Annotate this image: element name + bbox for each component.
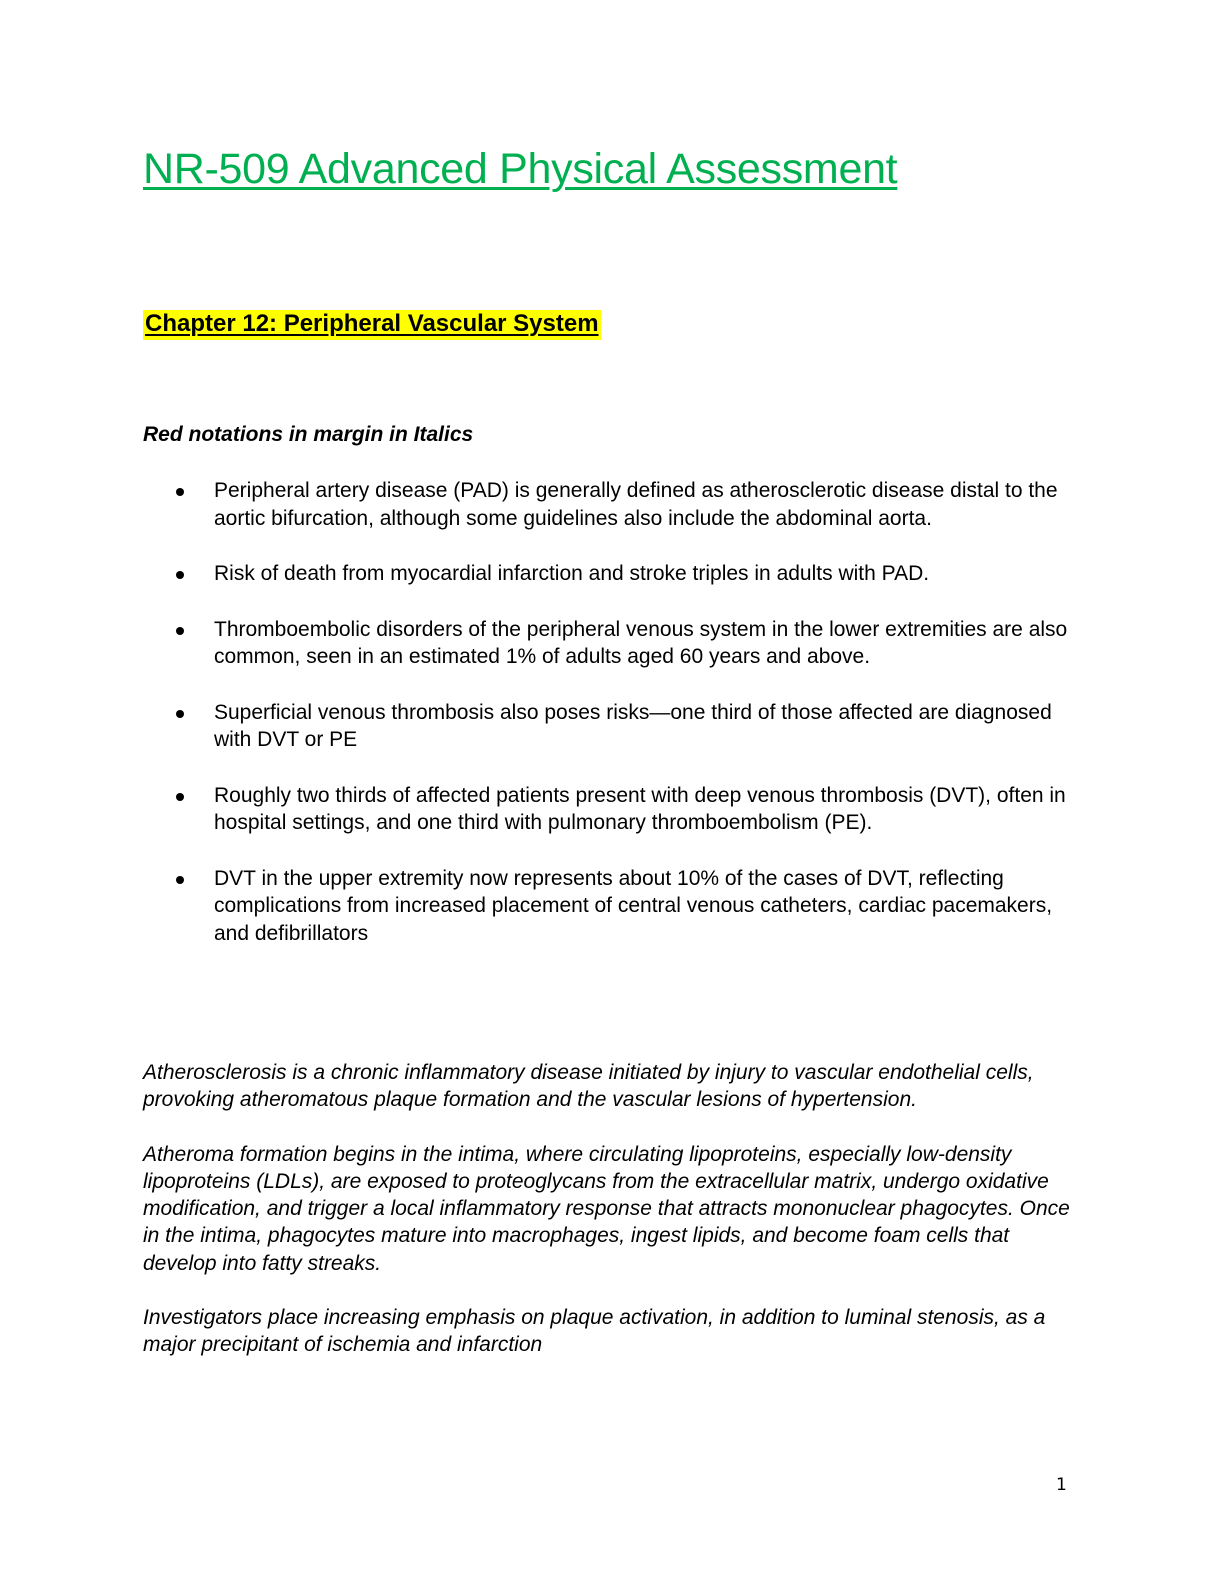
list-item-text: Superficial venous thrombosis also poses risks—one third of those affected are diagnosed with DVT or PE [214,700,1052,751]
paragraph: Atheroma formation begins in the intima, where circulating lipoproteins, especially low-density lipoproteins (LDLs), are exposed to proteoglycans from the extracellular matrix, undergo oxidative modification, and trigger a local inflammatory response that attracts mononuclear phagocytes. Once in the intima, phagocytes mature into macrophages, ingest lipids, and become foam cells that develop into fatty streaks. [143,1142,1070,1275]
bullet-icon [176,488,184,496]
bullet-icon [176,571,184,579]
document-title: NR-509 Advanced Physical Assessment [143,145,898,193]
chapter-heading-text: Chapter 12: Peripheral Vascular System [143,310,601,340]
list-item [143,699,1083,754]
list-item-text: Risk of death from myocardial infarction and stroke triples in adults with PAD. [214,562,930,585]
list-item [143,782,1083,837]
list-item [143,616,1083,671]
paragraph: Atherosclerosis is a chronic inflammatory disease initiated by injury to vascular endothelial cells, provoking atheromatous plaque formation and the vascular lesions of hypertension. [143,1061,1034,1112]
list-item-text: DVT in the upper extremity now represents about 10% of the cases of DVT, reflecting complications from increased placement of central venous catheters, cardiac pacemakers, and defibrillators [214,866,1053,945]
list-item [143,865,1083,948]
list-item-text: Thromboembolic disorders of the peripheral venous system in the lower extremities are also common, seen in an estimated 1% of adults aged 60 years and above. [214,617,1068,668]
list-item-text: Peripheral artery disease (PAD) is generally defined as atherosclerotic disease distal to the aortic bifurcation, although some guidelines also include the abdominal aorta. [214,479,1058,530]
italic-notes [143,1059,1083,1386]
page-number: 1 [1056,1475,1067,1495]
bullet-icon [176,627,184,635]
chapter-heading [143,308,601,340]
bullet-icon [176,793,184,801]
list-item-text: Roughly two thirds of affected patients present with deep venous thrombosis (DVT), often in hospital settings, and one third with pulmonary thromboembolism (PE). [214,783,1066,834]
bullet-icon [176,710,184,718]
bullet-list [143,477,1083,975]
notation-note: Red notations in margin in Italics [143,423,474,446]
list-item [143,477,1083,532]
bullet-icon [176,876,184,884]
list-item [143,560,1083,588]
paragraph: Investigators place increasing emphasis on plaque activation, in addition to luminal stenosis, as a major precipitant of ischemia and infarction [143,1306,1046,1357]
